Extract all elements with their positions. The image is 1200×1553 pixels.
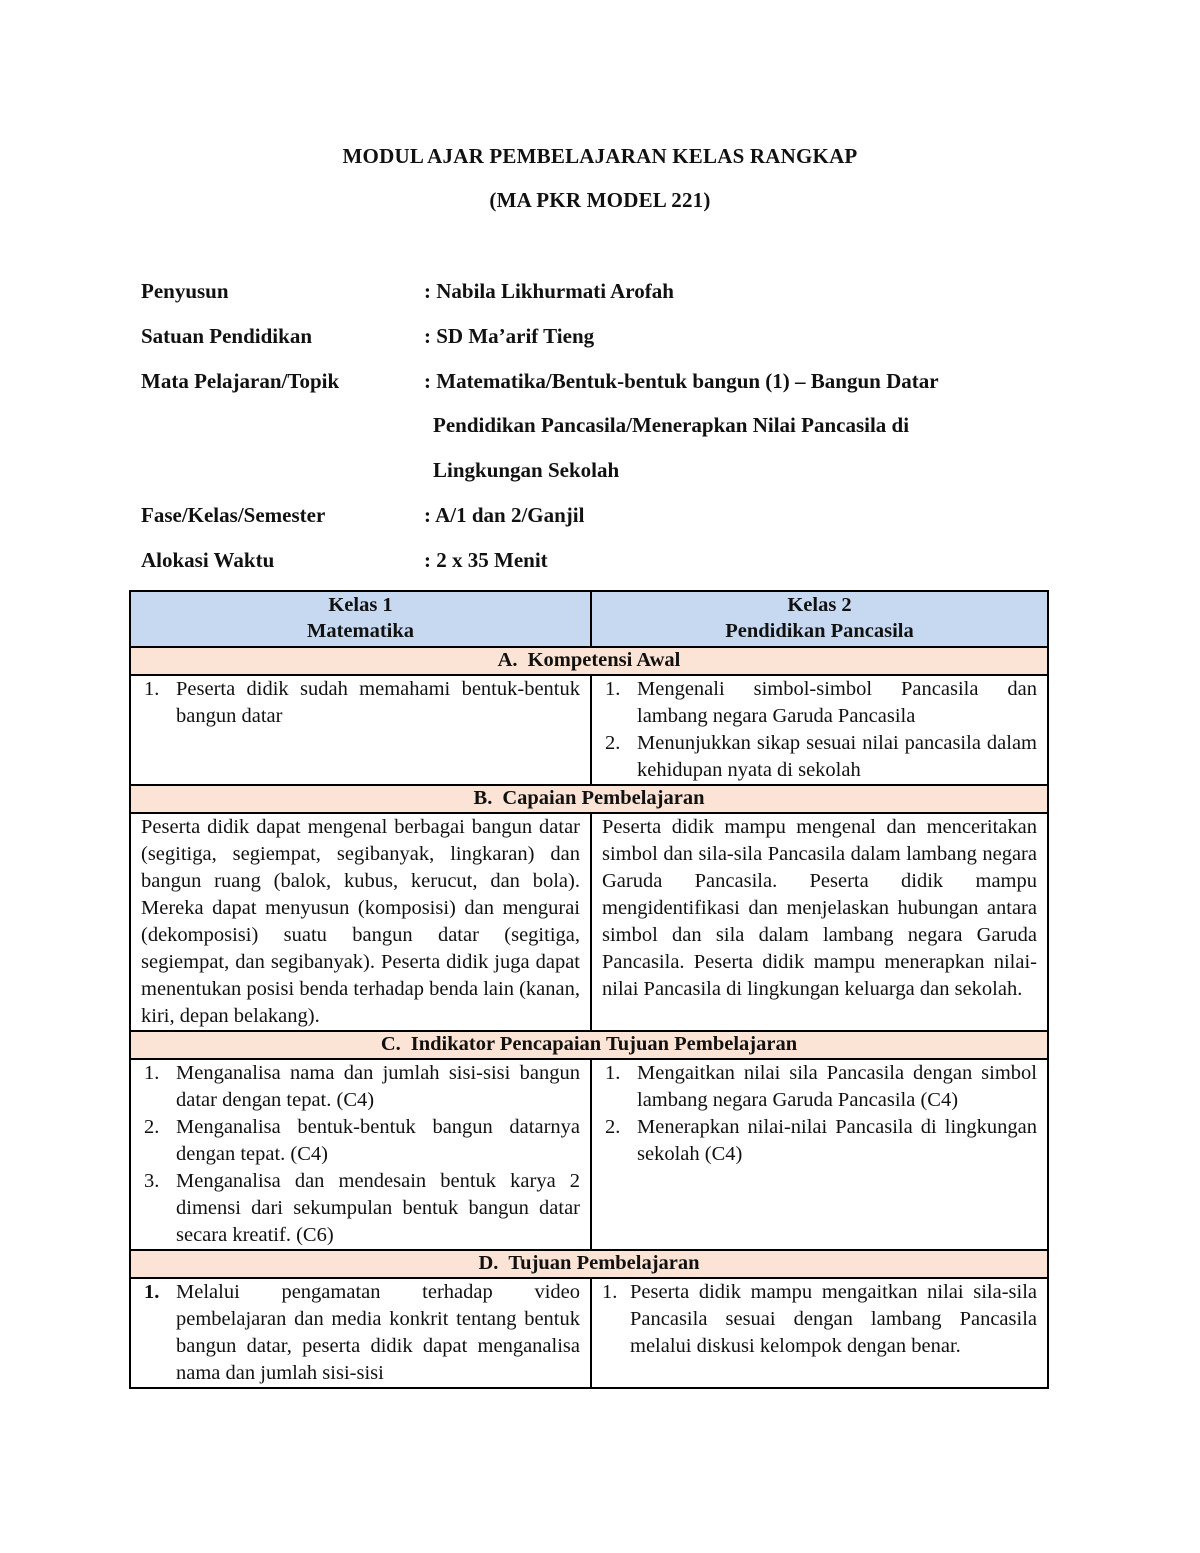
list-item: 1. Menganalisa nama dan jumlah sisi-sisi bangun datar dengan tepat. (C4) xyxy=(144,1062,580,1111)
header-subject-label: Matematika xyxy=(306,620,415,642)
section-letter: C. xyxy=(380,1033,401,1055)
table-header-row xyxy=(130,591,1048,647)
document-subtitle: (MA PKR MODEL 221) xyxy=(489,188,711,212)
header-class-label: Kelas 1 xyxy=(328,594,393,616)
list-item: 3. Menganalisa dan mendesain bentuk karya 2 dimensi dari sekumpulan bentuk bangun datar secara kreatif. (C6) xyxy=(144,1170,580,1246)
section-title: Kompetensi Awal xyxy=(527,649,681,671)
header-kelas-1 xyxy=(130,591,591,647)
list-item: 2. Menganalisa bentuk-bentuk bangun datarnya dengan tepat. (C4) xyxy=(144,1116,580,1165)
section-b-content xyxy=(130,813,1048,1031)
section-a-content xyxy=(130,675,1048,785)
info-value: : A/1 dan 2/Ganjil xyxy=(424,503,585,527)
document-title: MODUL AJAR PEMBELAJARAN KELAS RANGKAP xyxy=(342,144,858,168)
section-title: Tujuan Pembelajaran xyxy=(508,1252,700,1274)
section-c-header xyxy=(130,1031,1048,1059)
info-value: Pendidikan Pancasila/Menerapkan Nilai Pancasila di xyxy=(433,413,910,437)
section-c-content xyxy=(130,1059,1048,1250)
paragraph: Peserta didik mampu mengenal dan menceritakan simbol dan sila-sila Pancasila dalam lambang negara Garuda Pancasila. Peserta didik mampu mengidentifikasi dan menjelaskan hubungan antara simbol dan sila dalam lambang negara Garuda Pancasila. Peserta didik mampu menerapkan nilai-nilai Pancasila di lingkungan keluarga dan sekolah. xyxy=(602,816,1037,1000)
section-letter: B. xyxy=(473,787,493,809)
header-class-label: Kelas 2 xyxy=(787,594,852,616)
section-b-kelas-2 xyxy=(591,813,1048,1031)
section-letter: A. xyxy=(497,649,518,671)
list-item: 1. Melalui pengamatan terhadap video pembelajaran dan media konkrit tentang bentuk bangun datar, peserta didik dapat menganalisa nama dan jumlah sisi-sisi xyxy=(144,1281,580,1384)
list-item: 2. Menerapkan nilai-nilai Pancasila di lingkungan sekolah (C4) xyxy=(605,1116,1037,1165)
section-d-kelas-1 xyxy=(130,1278,591,1388)
list-item: 1. Peserta didik sudah memahami bentuk-bentuk bangun datar xyxy=(144,678,580,727)
list-item: 1. Peserta didik mampu mengaitkan nilai sila-sila Pancasila sesuai dengan lambang Pancasila melalui diskusi kelompok dengan benar. xyxy=(602,1281,1037,1357)
section-letter: D. xyxy=(478,1252,499,1274)
section-a-kelas-1 xyxy=(130,675,591,785)
info-label: Alokasi Waktu xyxy=(141,548,275,572)
info-value: : Matematika/Bentuk-bentuk bangun (1) – Bangun Datar xyxy=(424,369,939,393)
lesson-table xyxy=(129,590,1049,1389)
section-d-kelas-2 xyxy=(591,1278,1048,1388)
info-label: Mata Pelajaran/Topik xyxy=(141,369,340,393)
section-d-content xyxy=(130,1278,1048,1388)
section-d-header xyxy=(130,1250,1048,1278)
info-value: : Nabila Likhurmati Arofah xyxy=(424,279,674,303)
section-a-kelas-2 xyxy=(591,675,1048,785)
info-label: Fase/Kelas/Semester xyxy=(141,503,326,527)
list-item: 2. Menunjukkan sikap sesuai nilai pancasila dalam kehidupan nyata di sekolah xyxy=(605,732,1037,781)
section-b-kelas-1 xyxy=(130,813,591,1031)
info-value: : SD Ma’arif Tieng xyxy=(424,324,595,348)
section-c-kelas-2 xyxy=(591,1059,1048,1250)
section-title: Indikator Pencapaian Tujuan Pembelajaran xyxy=(410,1033,798,1055)
list-item: 1. Mengenali simbol-simbol Pancasila dan lambang negara Garuda Pancasila xyxy=(605,678,1037,727)
section-c-kelas-1 xyxy=(130,1059,591,1250)
section-a-header xyxy=(130,647,1048,675)
info-value: : 2 x 35 Menit xyxy=(424,548,548,572)
info-value: Lingkungan Sekolah xyxy=(433,458,620,482)
info-label: Satuan Pendidikan xyxy=(141,324,312,348)
section-b-header xyxy=(130,785,1048,813)
header-subject-label: Pendidikan Pancasila xyxy=(725,620,914,642)
paragraph: Peserta didik dapat mengenal berbagai bangun datar (segitiga, segiempat, segibanyak, lingkaran) dan bangun ruang (balok, kubus, kerucut, dan bola). Mereka dapat menyusun (komposisi) dan mengurai (dekomposisi) suatu bangun datar (segitiga, segiempat, dan segibanyak). Peserta didik juga dapat menentukan posisi benda terhadap benda lain (kanan, kiri, depan belakang). xyxy=(141,816,580,1027)
list-item: 1. Mengaitkan nilai sila Pancasila dengan simbol lambang negara Garuda Pancasila (C4) xyxy=(605,1062,1037,1111)
info-label: Penyusun xyxy=(141,279,229,303)
section-title: Capaian Pembelajaran xyxy=(502,787,705,809)
header-kelas-2 xyxy=(591,591,1048,647)
